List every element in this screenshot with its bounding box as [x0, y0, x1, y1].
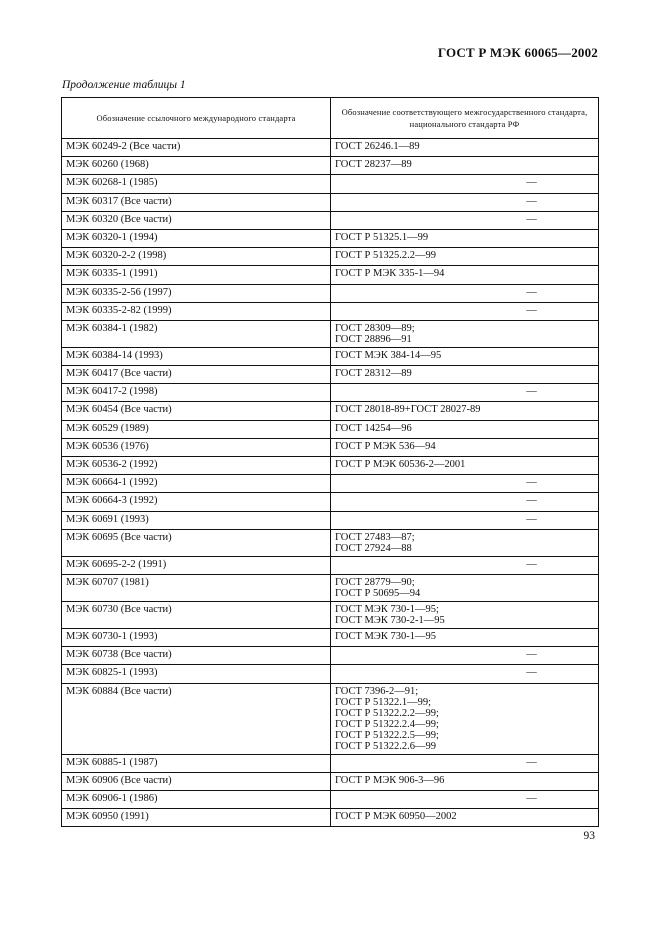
international-standard-cell: МЭК 60384-1 (1982) — [62, 320, 331, 347]
table-row — [62, 175, 599, 193]
table-row — [62, 229, 599, 247]
national-standard-cell: — — [331, 193, 599, 211]
national-standard-cell: — — [331, 754, 599, 772]
table-row — [62, 347, 599, 365]
national-standard-cell: — — [331, 665, 599, 683]
national-standard-cell: ГОСТ МЭК 384-14—95 — [331, 347, 599, 365]
table-row — [62, 384, 599, 402]
table-row — [62, 284, 599, 302]
national-standard-cell: — — [331, 475, 599, 493]
national-standard-cell: ГОСТ Р МЭК 335-1—94 — [331, 266, 599, 284]
international-standard-cell: МЭК 60529 (1989) — [62, 420, 331, 438]
table-row — [62, 647, 599, 665]
international-standard-cell: МЭК 60730-1 (1993) — [62, 628, 331, 646]
national-standard-cell: ГОСТ 14254—96 — [331, 420, 599, 438]
table-row — [62, 772, 599, 790]
document-code-header: ГОСТ Р МЭК 60065—2002 — [437, 45, 598, 60]
international-standard-cell: МЭК 60906 (Все части) — [62, 772, 331, 790]
international-standard-cell: МЭК 60825-1 (1993) — [62, 665, 331, 683]
table-row — [62, 139, 599, 157]
international-standard-cell: МЭК 60885-1 (1987) — [62, 754, 331, 772]
table-row — [62, 266, 599, 284]
international-standard-cell: МЭК 60536-2 (1992) — [62, 457, 331, 475]
national-standard-cell: — — [331, 211, 599, 229]
national-standard-cell: ГОСТ Р 51325.2.2—99 — [331, 248, 599, 266]
international-standard-cell: МЭК 60730 (Все части) — [62, 601, 331, 628]
international-standard-cell: МЭК 60884 (Все части) — [62, 683, 331, 754]
international-standard-cell: МЭК 60691 (1993) — [62, 511, 331, 529]
national-standard-cell: — — [331, 511, 599, 529]
national-standard-cell: ГОСТ 28312—89 — [331, 366, 599, 384]
national-standard-cell: — — [331, 556, 599, 574]
international-standard-cell: МЭК 60738 (Все части) — [62, 647, 331, 665]
national-standard-cell: ГОСТ 28018-89+ГОСТ 28027-89 — [331, 402, 599, 420]
international-standard-cell: МЭК 60268-1 (1985) — [62, 175, 331, 193]
table-row — [62, 211, 599, 229]
national-standard-cell: ГОСТ 26246.1—89 — [331, 139, 599, 157]
international-standard-cell: МЭК 60664-3 (1992) — [62, 493, 331, 511]
national-standard-cell: ГОСТ 28309—89; ГОСТ 28896—91 — [331, 320, 599, 347]
table-row — [62, 628, 599, 646]
international-standard-cell: МЭК 60664-1 (1992) — [62, 475, 331, 493]
header-national-standard: Обозначение соответствующего межгосударственного стандарта, национального стандарта РФ — [331, 98, 599, 139]
international-standard-cell: МЭК 60260 (1968) — [62, 157, 331, 175]
international-standard-cell: МЭК 60320 (Все части) — [62, 211, 331, 229]
table-row — [62, 193, 599, 211]
international-standard-cell: МЭК 60320-1 (1994) — [62, 229, 331, 247]
table-row — [62, 302, 599, 320]
national-standard-cell: ГОСТ Р 51325.1—99 — [331, 229, 599, 247]
page-number: 93 — [583, 830, 595, 842]
table-row — [62, 420, 599, 438]
international-standard-cell: МЭК 60249-2 (Все части) — [62, 139, 331, 157]
table-body — [62, 139, 599, 827]
international-standard-cell: МЭК 60335-2-56 (1997) — [62, 284, 331, 302]
national-standard-cell: — — [331, 175, 599, 193]
international-standard-cell: МЭК 60384-14 (1993) — [62, 347, 331, 365]
national-standard-cell: — — [331, 284, 599, 302]
international-standard-cell: МЭК 60317 (Все части) — [62, 193, 331, 211]
international-standard-cell: МЭК 60707 (1981) — [62, 574, 331, 601]
international-standard-cell: МЭК 60695 (Все части) — [62, 529, 331, 556]
national-standard-cell: ГОСТ 28237—89 — [331, 157, 599, 175]
table-row — [62, 511, 599, 529]
table-row — [62, 754, 599, 772]
table-header-row — [62, 98, 599, 139]
international-standard-cell: МЭК 60417-2 (1998) — [62, 384, 331, 402]
table-row — [62, 809, 599, 827]
international-standard-cell: МЭК 60417 (Все части) — [62, 366, 331, 384]
national-standard-cell: — — [331, 493, 599, 511]
national-standard-cell: ГОСТ МЭК 730-1—95; ГОСТ МЭК 730-2-1—95 — [331, 601, 599, 628]
table-row — [62, 157, 599, 175]
international-standard-cell: МЭК 60335-2-82 (1999) — [62, 302, 331, 320]
table-row — [62, 556, 599, 574]
table-row — [62, 493, 599, 511]
table-row — [62, 665, 599, 683]
national-standard-cell: — — [331, 790, 599, 808]
national-standard-cell: ГОСТ Р МЭК 906-3—96 — [331, 772, 599, 790]
national-standard-cell: ГОСТ Р МЭК 60536-2—2001 — [331, 457, 599, 475]
national-standard-cell: ГОСТ 28779—90; ГОСТ Р 50695—94 — [331, 574, 599, 601]
international-standard-cell: МЭК 60454 (Все части) — [62, 402, 331, 420]
international-standard-cell: МЭК 60906-1 (1986) — [62, 790, 331, 808]
table-row — [62, 248, 599, 266]
table-row — [62, 438, 599, 456]
national-standard-cell: ГОСТ Р МЭК 536—94 — [331, 438, 599, 456]
international-standard-cell: МЭК 60695-2-2 (1991) — [62, 556, 331, 574]
international-standard-cell: МЭК 60320-2-2 (1998) — [62, 248, 331, 266]
international-standard-cell: МЭК 60950 (1991) — [62, 809, 331, 827]
table-row — [62, 683, 599, 754]
table-row — [62, 475, 599, 493]
table-row — [62, 529, 599, 556]
table-row — [62, 366, 599, 384]
national-standard-cell: — — [331, 302, 599, 320]
national-standard-cell: ГОСТ 7396-2—91; ГОСТ Р 51322.1—99; ГОСТ Р 51322.2.2—99; ГОСТ Р 51322.2.4—99; ГОСТ Р 51322.2.5—99; ГОСТ Р 51322.2.6—99 — [331, 683, 599, 754]
table-row — [62, 457, 599, 475]
national-standard-cell: ГОСТ Р МЭК 60950—2002 — [331, 809, 599, 827]
table-row — [62, 601, 599, 628]
national-standard-cell: — — [331, 647, 599, 665]
table-row — [62, 790, 599, 808]
national-standard-cell: ГОСТ 27483—87; ГОСТ 27924—88 — [331, 529, 599, 556]
table-continuation-caption: Продолжение таблицы 1 — [62, 79, 186, 91]
international-standard-cell: МЭК 60335-1 (1991) — [62, 266, 331, 284]
national-standard-cell: ГОСТ МЭК 730-1—95 — [331, 628, 599, 646]
header-international-standard: Обозначение ссылочного международного стандарта — [62, 98, 331, 139]
table-row — [62, 320, 599, 347]
national-standard-cell: — — [331, 384, 599, 402]
table-row — [62, 574, 599, 601]
table-row — [62, 402, 599, 420]
standards-table-container — [61, 97, 599, 827]
standards-correspondence-table — [61, 97, 599, 827]
international-standard-cell: МЭК 60536 (1976) — [62, 438, 331, 456]
